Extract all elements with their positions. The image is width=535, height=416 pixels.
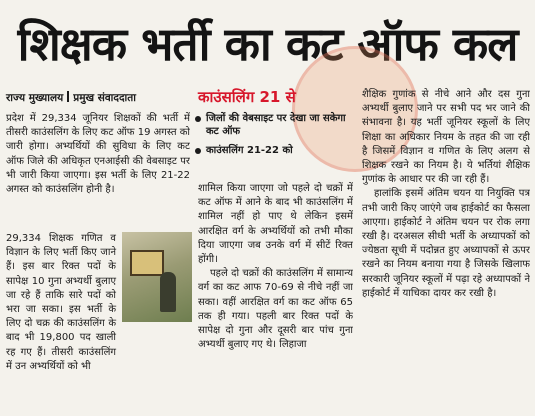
paragraph: हालांकि इसमें अंतिम चयन या नियुक्ति पत्र तभी जारी किए जाएंगे जब हाईकोर्ट का फैसला आएगा। हाईकोर्ट ने अंतिम चयन पर रोक लगा रखी है। दरअसल सीधी भर्ती के अध्यापकों को ज्येष्ठता सूची में पदोन्नत हुए अध्यापकों से ऊपर रखने का नियम बनाया गया है जिसके खिलाफ सरकारी जूनियर स्कूलों में पढ़ा रहे अध्यापकों ने हाईकोर्ट में याचिका दायर कर रखी है। (362, 188, 530, 299)
headline: शिक्षक भर्ती का कट ऑफ कल (17, 17, 518, 71)
paragraph: पहले दो चक्रों की काउंसलिंग में सामान्य वर्ग का कट आफ 70-69 से नीचे नहीं जा सका। वहीं आरक्षित वर्ग का कट ऑफ 65 तक ही गया। पहली बार रिक्त पदों के सापेक्ष दो गुना और दूसरी बार पांच गुना अभ्यर्थी बुलाए गए थे। लिहाजा (198, 268, 353, 351)
paragraph: शामिल किया जाएगा जो पहले दो चक्रों में कट ऑफ में आने के बाद भी काउंसलिंग में शामिल नहीं हो पाए थे लेकिन इसमें आरक्षित वर्ग के अभ्यर्थियों को तभी मौका दिया जाएगा जब उनके वर्ग में सीटें रिक्त होंगी। (198, 183, 353, 266)
paragraph: 29,334 शिक्षक गणित व विज्ञान के लिए भर्ती किए जाने हैं। इस बार रिक्त पदों के सापेक्ष 10 गुना अभ्यर्थी बुलाए जा रहे हैं ताकि सारे पदों को भरा जा सका। इस भर्ती के लिए दो चक्र की काउंसलिंग के बाद भी 19,800 पद खाली रह गए हैं। तीसरी काउंसलिंग में उन अभ्यर्थियों को भी (6, 233, 116, 372)
byline (6, 88, 176, 108)
byline-reporter: प्रमुख संवाददाता (73, 92, 136, 104)
byline-bureau: राज्य मुख्यालय (6, 92, 64, 104)
teacher-figure (160, 272, 176, 312)
highlight-box (192, 86, 358, 180)
paragraph: शैक्षिक गुणांक से नीचे आने और दस गुना अभ्यर्थी बुलाए जाने पर सभी पद भर जाने की संभावना है। यह भर्ती जूनियर स्कूलों के लिए शिक्षा का अधिकार नियम के तहत की जा रही है जिसमें विज्ञान व गणित के लिए अलग से शिक्षक रखने का नियम है। ये भर्तियां शैक्षिक गुणांक के आधार पर की जा रही हैं। (362, 89, 530, 186)
highlight-bullets (192, 112, 358, 157)
byline-separator (67, 91, 69, 102)
article-column-1 (6, 112, 190, 228)
highlight-bullet: जिलों की वेबसाइट पर देखा जा सकेगा कट ऑफ (192, 112, 358, 138)
highlight-box-title: काउंसलिंग 21 से (198, 88, 296, 106)
highlight-bullet: काउंसलिंग 21-22 को (192, 144, 358, 157)
blackboard (130, 250, 164, 276)
teacher-photo (120, 232, 192, 324)
article-column-2 (198, 182, 353, 412)
paragraph: प्रदेश में 29,334 जूनियर शिक्षकों की भर्ती में तीसरी काउंसलिंग के लिए कट ऑफ 19 अगस्त को जारी होगा। अभ्यर्थियों की सुविधा के लिए कट ऑफ जिले की अधिकृत एनआईसी की वेबसाइट पर भी जारी किया जाएगा। इस भर्ती के लिए 21-22 अगस्त को काउंसलिंग होनी है। (6, 113, 190, 196)
article-column-3 (362, 88, 530, 412)
